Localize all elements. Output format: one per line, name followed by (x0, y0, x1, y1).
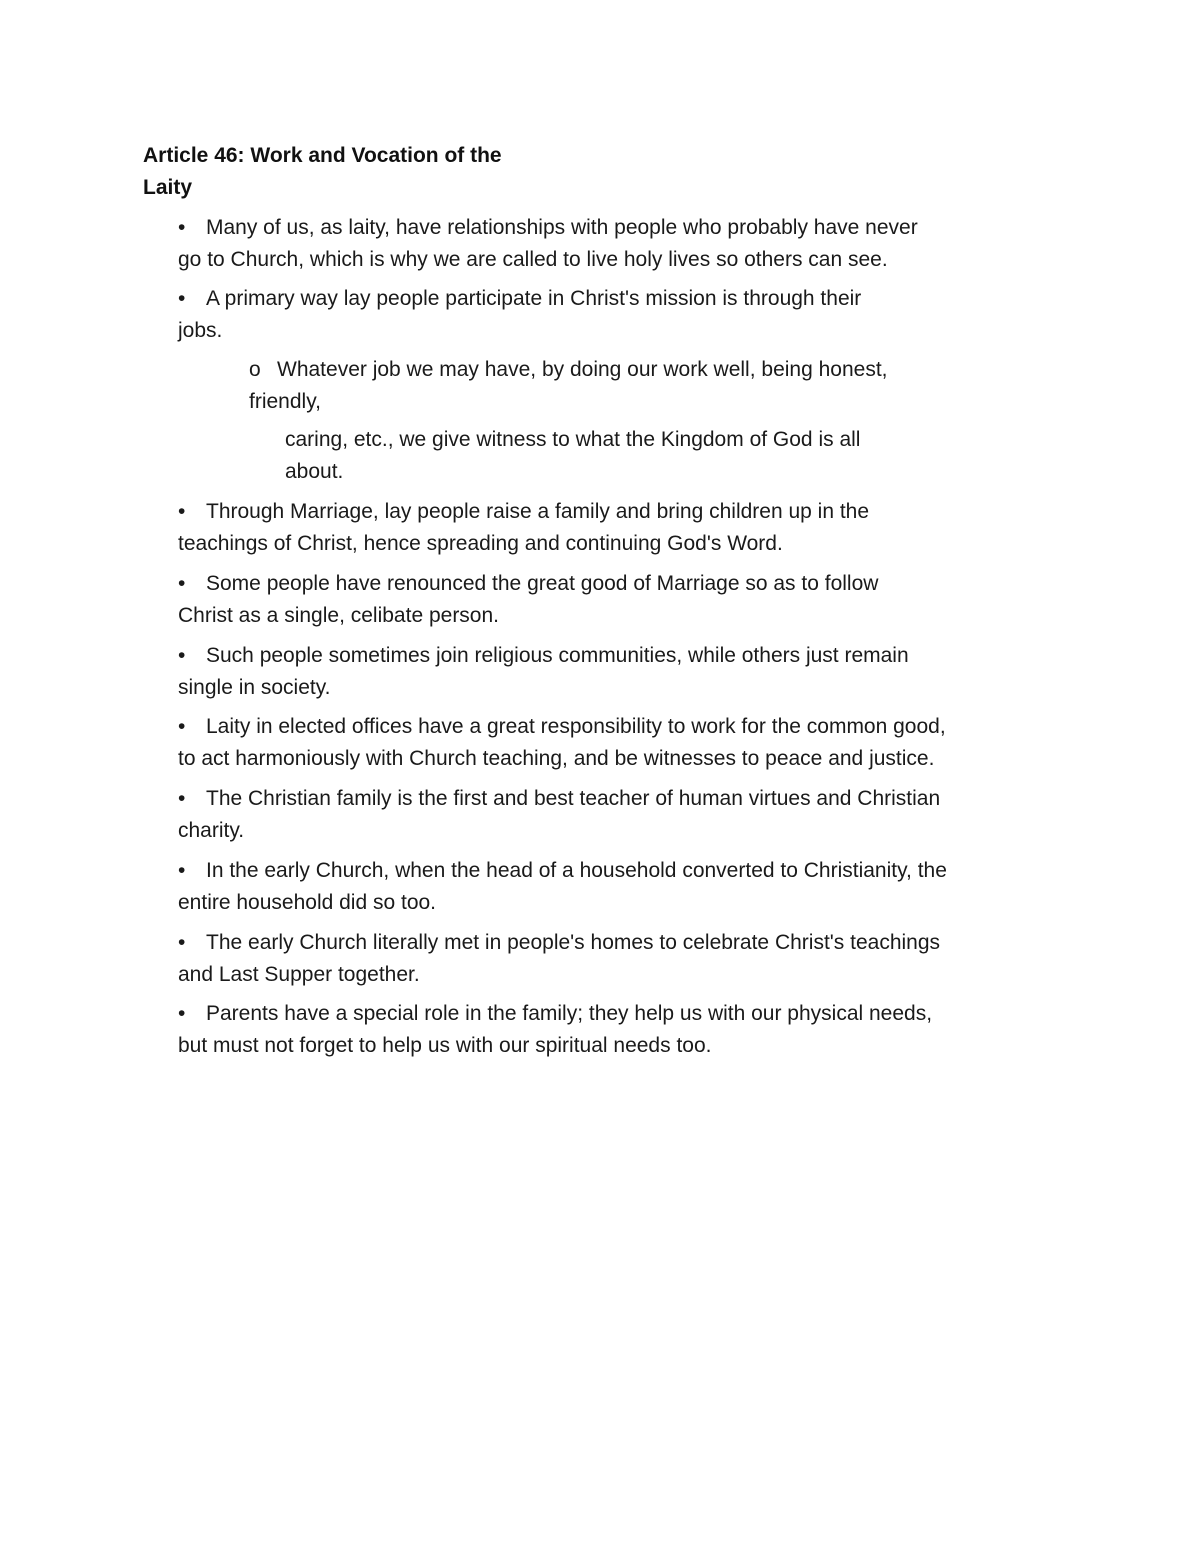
list-item-line: Christ as a single, celibate person. (178, 604, 499, 627)
list-item-line (178, 998, 932, 1030)
sub-item-line: friendly, (249, 390, 321, 413)
bullet-icon: • (178, 572, 186, 595)
list-item-line: jobs. (178, 319, 223, 342)
list-item-line (178, 855, 947, 887)
bullet-icon: • (178, 931, 186, 954)
list-item-line (178, 927, 940, 959)
bullet-icon: • (178, 644, 186, 667)
list-item-text: Laity in elected offices have a great responsibility to work for the common good, (206, 715, 946, 738)
list-item-line: teachings of Christ, hence spreading and continuing God's Word. (178, 532, 783, 555)
list-item-line: to act harmoniously with Church teaching, and be witnesses to peace and justice. (178, 747, 935, 770)
list-item-line (178, 711, 946, 743)
sub-item-text: Whatever job we may have, by doing our work well, being honest, (277, 358, 888, 381)
document-title (143, 140, 502, 204)
list-item-text: The early Church literally met in people's homes to celebrate Christ's teachings (206, 931, 941, 954)
sub-item-line: about. (285, 460, 344, 483)
list-item-line: go to Church, which is why we are called to live holy lives so others can see. (178, 248, 888, 271)
title-line-2: Laity (143, 176, 193, 199)
list-item-text: Through Marriage, lay people raise a family and bring children up in the (206, 500, 870, 523)
bullet-icon: • (178, 287, 186, 310)
bullet-icon: • (178, 216, 186, 239)
list-item-line: entire household did so too. (178, 891, 437, 914)
list-item-line (178, 568, 878, 600)
list-item-line (178, 783, 940, 815)
list-item-line: single in society. (178, 676, 331, 699)
list-item-text: Parents have a special role in the family; they help us with our physical needs, (206, 1002, 933, 1025)
list-item-text: In the early Church, when the head of a household converted to Christianity, the (206, 859, 947, 882)
list-item-text: A primary way lay people participate in Christ's mission is through their (206, 287, 862, 310)
list-item-line (178, 212, 918, 244)
list-item-line (178, 283, 861, 315)
sub-item-line: caring, etc., we give witness to what the Kingdom of God is all (285, 428, 861, 451)
list-item-line: but must not forget to help us with our spiritual needs too. (178, 1034, 712, 1057)
bullet-icon: • (178, 1002, 186, 1025)
list-item-text: Some people have renounced the great good of Marriage so as to follow (206, 572, 879, 595)
list-item-text: Such people sometimes join religious communities, while others just remain (206, 644, 909, 667)
list-item-text: The Christian family is the first and best teacher of human virtues and Christian (206, 787, 941, 810)
list-item-line: charity. (178, 819, 245, 842)
list-item-line: and Last Supper together. (178, 963, 420, 986)
sub-item-line (249, 354, 888, 386)
bullet-icon: • (178, 715, 186, 738)
list-item-line (178, 496, 869, 528)
title-line-1: Article 46: Work and Vocation of the (143, 144, 502, 167)
bullet-icon: • (178, 787, 186, 810)
list-item-text: Many of us, as laity, have relationships with people who probably have never (206, 216, 918, 239)
circle-bullet-icon: o (249, 358, 261, 381)
bullet-icon: • (178, 859, 186, 882)
bullet-icon: • (178, 500, 186, 523)
list-item-line (178, 640, 909, 672)
